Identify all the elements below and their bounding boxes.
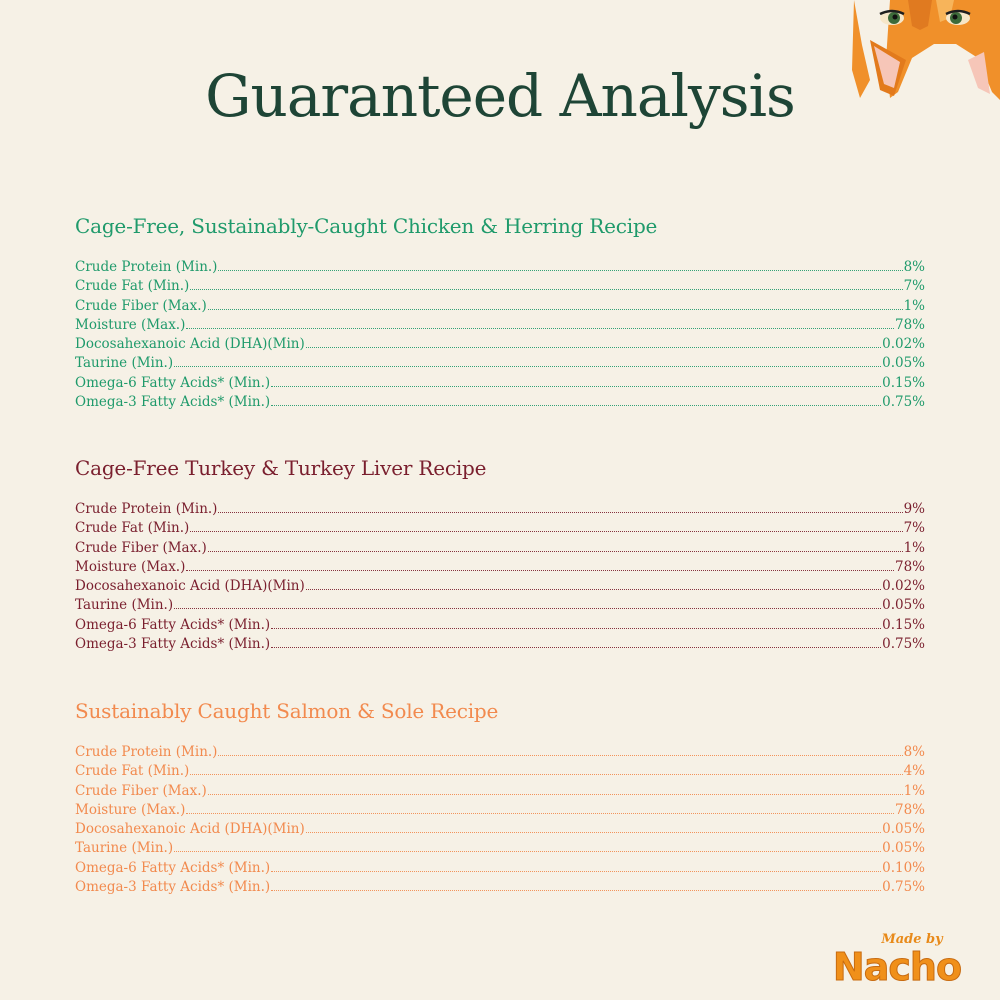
dot-leader xyxy=(306,337,881,348)
nutrient-label: Moisture (Max.) xyxy=(75,801,186,818)
nutrient-label: Crude Fat (Min.) xyxy=(75,520,190,537)
nutrient-label: Crude Protein (Min.) xyxy=(75,501,218,517)
nutrient-value: 4% xyxy=(903,763,925,780)
nutrient-value: 0.02% xyxy=(882,336,925,353)
nutrient-label: Docosahexanoic Acid (DHA)(Min) xyxy=(75,336,305,353)
recipe-heading: Cage-Free Turkey & Turkey Liver Recipe xyxy=(75,456,487,480)
dot-leader xyxy=(271,376,881,387)
analysis-row xyxy=(75,635,925,654)
nutrient-label: Omega-3 Fatty Acids* (Min.) xyxy=(75,879,271,896)
analysis-row xyxy=(75,859,925,878)
nutrient-label: Omega-6 Fatty Acids* (Min.) xyxy=(75,374,271,391)
nutrient-value: 78% xyxy=(894,558,925,575)
recipe-heading: Sustainably Caught Salmon & Sole Recipe xyxy=(75,699,499,723)
dot-leader xyxy=(271,395,881,406)
analysis-row xyxy=(75,762,925,781)
dot-leader xyxy=(208,299,903,310)
analysis-row xyxy=(75,577,925,596)
nutrient-value: 78% xyxy=(894,316,925,333)
dot-leader xyxy=(271,637,881,648)
dot-leader xyxy=(306,822,881,833)
nutrient-value: 0.15% xyxy=(882,616,925,633)
nutrient-label: Docosahexanoic Acid (DHA)(Min) xyxy=(75,821,305,838)
dot-leader xyxy=(186,318,894,329)
dot-leader xyxy=(190,521,902,532)
nutrient-value: 0.15% xyxy=(882,374,925,391)
recipe-heading: Cage-Free, Sustainably-Caught Chicken & Herring Recipe xyxy=(75,214,658,238)
brand-logo xyxy=(812,932,982,987)
nutrient-label: Moisture (Max.) xyxy=(75,558,186,575)
nutrient-label: Taurine (Min.) xyxy=(75,355,174,372)
nutrient-value: 8% xyxy=(903,744,925,760)
nutrient-label: Omega-6 Fatty Acids* (Min.) xyxy=(75,859,271,876)
nutrient-value: 7% xyxy=(903,520,925,537)
brand-made-by: Made by xyxy=(881,932,943,947)
dot-leader xyxy=(218,260,902,271)
nutrient-label: Crude Fiber (Max.) xyxy=(75,297,207,314)
cat-face-icon xyxy=(850,0,1000,100)
dot-leader xyxy=(190,764,902,775)
analysis-row xyxy=(75,782,925,801)
nutrient-label: Crude Fat (Min.) xyxy=(75,278,190,295)
nutrient-label: Crude Protein (Min.) xyxy=(75,259,218,275)
analysis-row xyxy=(75,316,925,335)
nutrient-value: 0.75% xyxy=(882,879,925,896)
analysis-row xyxy=(75,878,925,897)
nutrient-value: 0.05% xyxy=(882,355,925,372)
nutrient-label: Omega-6 Fatty Acids* (Min.) xyxy=(75,616,271,633)
nutrient-label: Crude Fat (Min.) xyxy=(75,763,190,780)
nutrient-value: 78% xyxy=(894,801,925,818)
analysis-row xyxy=(75,354,925,373)
nutrient-label: Omega-3 Fatty Acids* (Min.) xyxy=(75,394,271,411)
dot-leader xyxy=(271,861,881,872)
nutrient-label: Taurine (Min.) xyxy=(75,597,174,614)
nutrient-label: Docosahexanoic Acid (DHA)(Min) xyxy=(75,578,305,595)
nutrient-label: Crude Fiber (Max.) xyxy=(75,539,207,556)
nutrient-value: 0.75% xyxy=(882,636,925,653)
nutrient-value: 1% xyxy=(903,782,925,799)
analysis-row xyxy=(75,801,925,820)
dot-leader xyxy=(271,618,881,629)
nutrient-label: Crude Protein (Min.) xyxy=(75,744,218,760)
analysis-row xyxy=(75,374,925,393)
analysis-row xyxy=(75,616,925,635)
analysis-row xyxy=(75,393,925,412)
analysis-row xyxy=(75,539,925,558)
nutrient-value: 8% xyxy=(903,259,925,275)
analysis-row xyxy=(75,558,925,577)
analysis-row xyxy=(75,519,925,538)
dot-leader xyxy=(218,745,902,756)
analysis-row xyxy=(75,743,925,762)
recipe-section-salmon-sole xyxy=(75,699,925,897)
analysis-row xyxy=(75,839,925,858)
nutrient-value: 0.10% xyxy=(882,859,925,876)
nutrient-value: 0.75% xyxy=(882,394,925,411)
dot-leader xyxy=(218,502,902,513)
dot-leader xyxy=(174,841,881,852)
analysis-row xyxy=(75,277,925,296)
dot-leader xyxy=(186,803,894,814)
dot-leader xyxy=(208,541,903,552)
nutrient-label: Taurine (Min.) xyxy=(75,840,174,857)
brand-name: Nacho xyxy=(832,945,962,989)
dot-leader xyxy=(174,598,881,609)
analysis-row xyxy=(75,500,925,519)
nutrient-value: 0.05% xyxy=(882,821,925,838)
analysis-row xyxy=(75,820,925,839)
dot-leader xyxy=(174,356,881,367)
dot-leader xyxy=(208,784,903,795)
dot-leader xyxy=(190,279,902,290)
recipe-section-turkey xyxy=(75,456,925,654)
analysis-row xyxy=(75,335,925,354)
nutrient-label: Omega-3 Fatty Acids* (Min.) xyxy=(75,636,271,653)
recipe-section-chicken-herring xyxy=(75,214,925,412)
nutrient-value: 1% xyxy=(903,297,925,314)
analysis-row xyxy=(75,596,925,615)
nutrient-value: 0.05% xyxy=(882,840,925,857)
analysis-row xyxy=(75,258,925,277)
nutrient-value: 7% xyxy=(903,278,925,295)
page-title: Guaranteed Analysis xyxy=(205,62,795,130)
dot-leader xyxy=(271,880,881,891)
nutrient-value: 1% xyxy=(903,539,925,556)
nutrient-value: 0.05% xyxy=(882,597,925,614)
nutrient-label: Moisture (Max.) xyxy=(75,316,186,333)
analysis-row xyxy=(75,297,925,316)
dot-leader xyxy=(186,560,894,571)
dot-leader xyxy=(306,579,881,590)
nutrient-value: 0.02% xyxy=(882,578,925,595)
nutrient-label: Crude Fiber (Max.) xyxy=(75,782,207,799)
nutrient-value: 9% xyxy=(903,501,925,517)
